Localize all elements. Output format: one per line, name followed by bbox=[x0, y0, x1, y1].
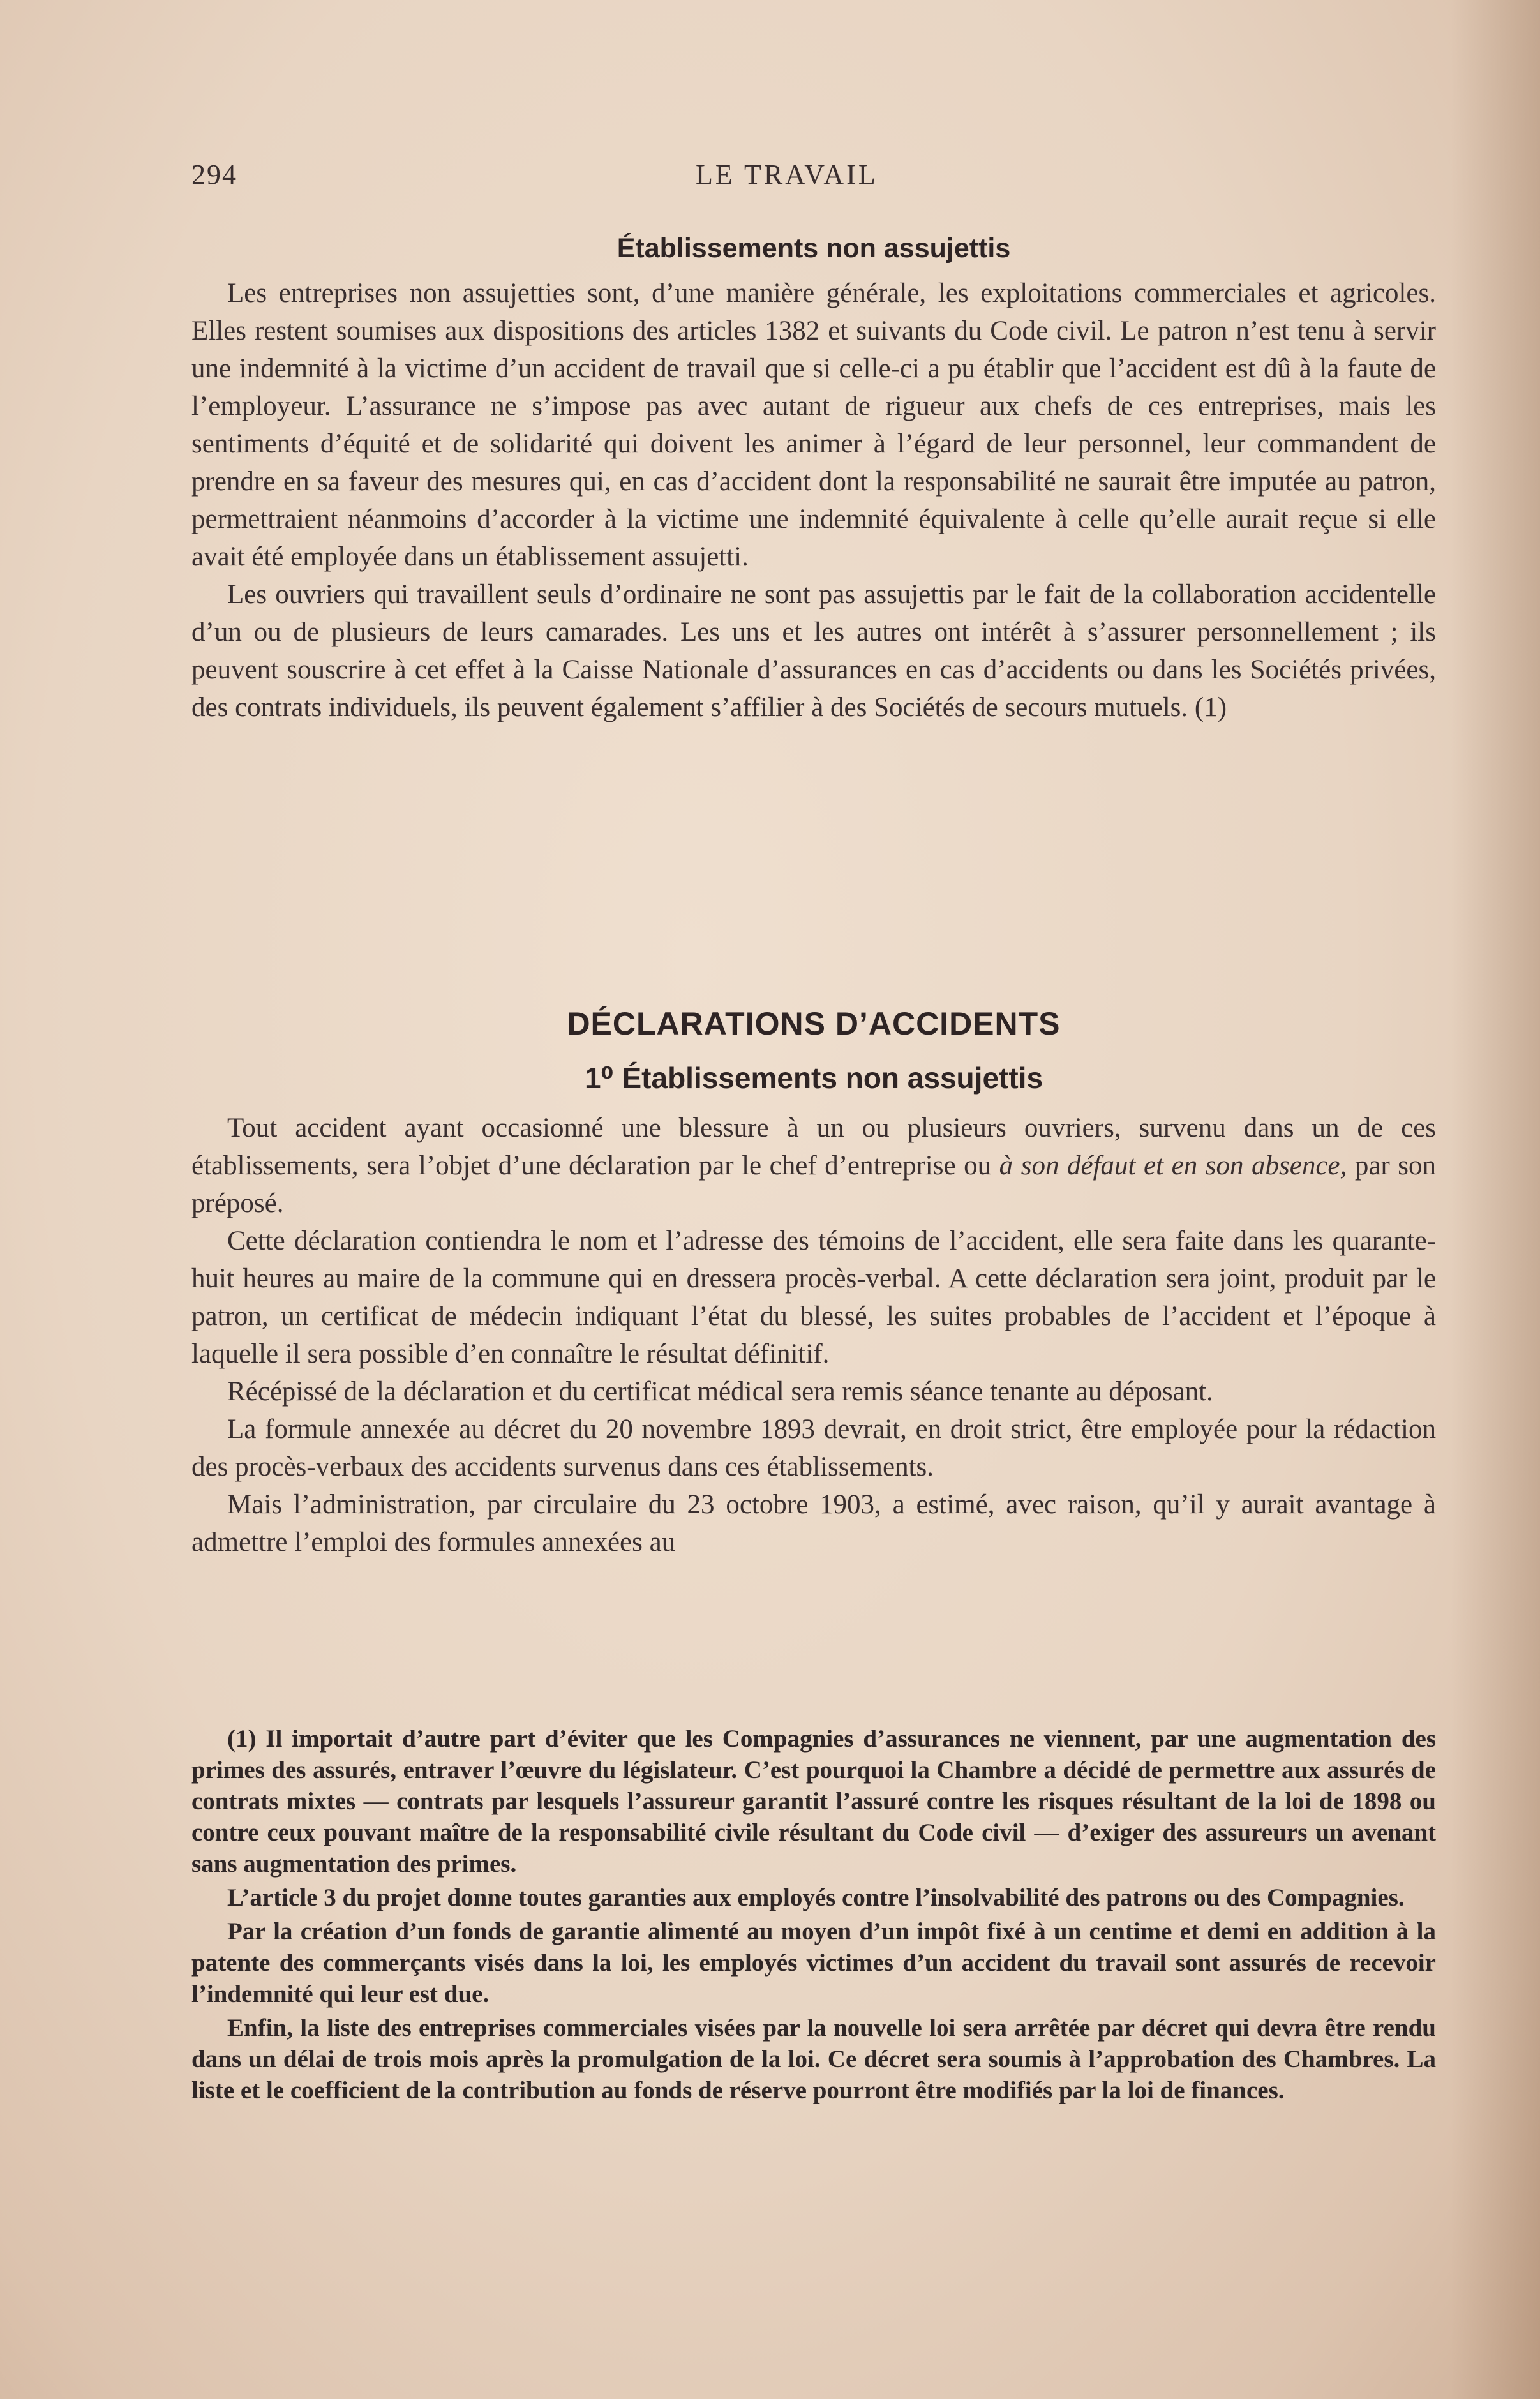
footnotes bbox=[191, 1723, 1436, 2109]
footnote: (1) Il importait d’autre part d’éviter que les Compagnies d’assurances ne viennent, par une augmentation des primes des assurés, entraver l’œuvre du législateur. C’est pourquoi la Chambre a décidé de permettre aux assurés de contrats mixtes — contrats par lesquels l’assureur garantit l’assuré contre les risques résultant de la loi de 1898 ou contre ceux pouvant maître de la responsabilité civile résultant du Code civil — d’exiger des assureurs un avenant sans augmentation des primes. bbox=[191, 1725, 1436, 1878]
footnote: Enfin, la liste des entreprises commerciales visées par la nouvelle loi sera arrêtée par décret qui devra être rendu dans un délai de trois mois après la promulgation de la loi. Ce décret sera soumis à l’approbation des Chambres. La liste et le coefficient de la contribution au fonds de réserve pourront être modifiés par la loi de finances. bbox=[191, 2014, 1436, 2104]
paragraph-text: Tout accident ayant occasionné une blessure à un ou plusieurs ouvriers, survenu dans un de ces établissements, sera l’objet d’une déclaration par le chef d’entreprise ou bbox=[191, 1113, 1436, 1181]
italic-phrase: à son défaut et en son absence, bbox=[999, 1151, 1347, 1181]
paragraph-text: par son préposé. bbox=[191, 1151, 1437, 1218]
page-header bbox=[191, 153, 1436, 204]
chapter-heading-declarations: DÉCLARATIONS D’ACCIDENTS bbox=[567, 1006, 1061, 1042]
section-heading-non-assujettis: Établissements non assujettis bbox=[617, 233, 1011, 264]
paragraph: Les entreprises non assujetties sont, d’une manière générale, les exploitations commerciales et agricoles. Elles restent soumises aux dispositions des articles 1382 et suivants du Code civil. Le patron n’est tenu à servir une indemnité à la victime d’un accident de travail que si celle-ci a pu établir que l’accident est dû à la faute de l’employeur. L’assurance ne s’impose pas avec autant de rigueur aux chefs de ces entreprises, mais les sentiments d’équité et de solidarité qui doivent les animer à l’égard de leur personnel, leur commandent de prendre en sa faveur des mesures qui, en cas d’accident dont la responsabilité ne saurait être imputée au patron, permettraient néanmoins d’accorder à la victime une indemnité équivalente à celle qu’elle aurait reçue si elle avait été employée dans un établissement assujetti. bbox=[191, 278, 1436, 572]
paragraph: Cette déclaration contiendra le nom et l’adresse des témoins de l’accident, elle sera faite dans les quarante-huit heures au maire de la commune qui en dressera procès-verbal. A cette déclaration sera joint, produit par le patron, un certificat de médecin indiquant l’état du blessé, les suites probables de l’accident et l’époque à laquelle il sera possible d’en connaître le résultat définitif. bbox=[191, 1226, 1436, 1369]
page-edge-shadow bbox=[1451, 0, 1540, 2399]
body-block-2 bbox=[191, 1109, 1436, 1561]
subsection-heading: 1⁰ Établissements non assujettis bbox=[584, 1061, 1043, 1095]
footnote: Par la création d’un fonds de garantie alimenté au moyen d’un impôt fixé à un centime et demi en addition à la patente des commerçants visés dans la loi, les employés victimes d’un accident du travail sont assurés de recevoir l’indemnité qui leur est due. bbox=[191, 1918, 1436, 2008]
running-title: LE TRAVAIL bbox=[696, 159, 878, 190]
footnote: L’article 3 du projet donne toutes garanties aux employés contre l’insolvabilité des patrons ou des Compagnies. bbox=[227, 1884, 1405, 1911]
body-block-1 bbox=[191, 274, 1436, 726]
paragraph: Récépissé de la déclaration et du certificat médical sera remis séance tenante au déposant. bbox=[227, 1377, 1213, 1407]
paragraph: Les ouvriers qui travaillent seuls d’ordinaire ne sont pas assujettis par le fait de la collaboration accidentelle d’un ou de plusieurs de leurs camarades. Les uns et les autres ont intérêt à s’assurer personnellement ; ils peuvent souscrire à cet effet à la Caisse Nationale d’assurances en cas d’accidents ou dans les Sociétés privées, des contrats individuels, ils peuvent également s’affilier à des Sociétés de secours mutuels. (1) bbox=[191, 579, 1436, 722]
page-number: 294 bbox=[191, 159, 237, 190]
book-page bbox=[191, 153, 1436, 2272]
paragraph: Mais l’administration, par circulaire du 23 octobre 1903, a estimé, avec raison, qu’il y aurait avantage à admettre l’emploi des formules annexées au bbox=[191, 1490, 1436, 1557]
paragraph: La formule annexée au décret du 20 novembre 1893 devrait, en droit strict, être employée pour la rédaction des procès-verbaux des accidents survenus dans ces établissements. bbox=[191, 1414, 1436, 1482]
paragraph bbox=[191, 1109, 1436, 1222]
